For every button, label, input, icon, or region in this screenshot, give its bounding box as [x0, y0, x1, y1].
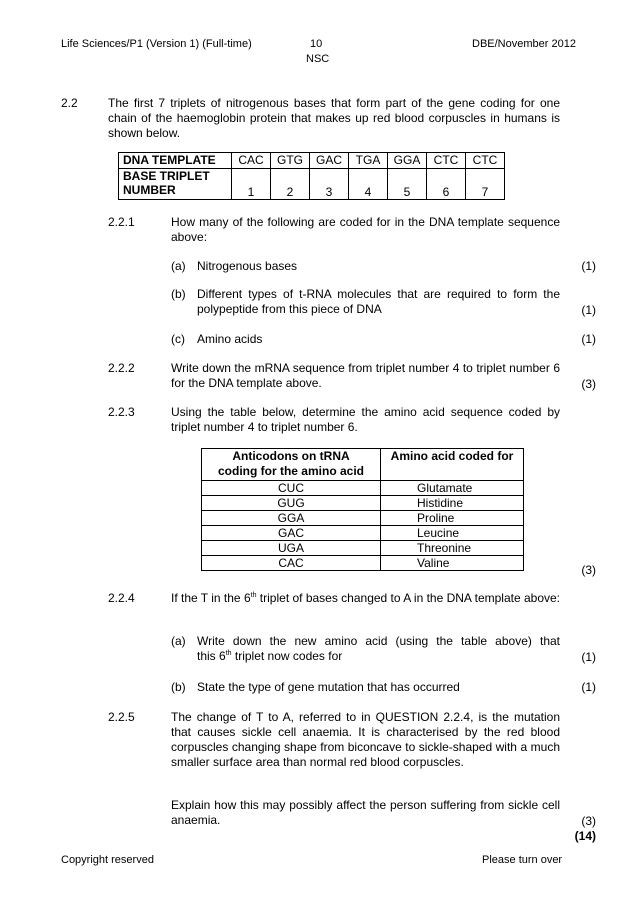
triplet-number-cell: 6	[427, 169, 466, 200]
mark-2-2-1-c: (1)	[581, 332, 596, 346]
question-2-2-5-text2: Explain how this may possibly affect the person suffering from sickle cell anaemia.	[171, 798, 560, 827]
question-2-2-5-text: The change of T to A, referred to in QUESTION 2.2.4, is the mutation that causes sickle cell anaemia. It is characterised by the red blood corpuscles changing shape from biconcave to sickle-shaped with a much smaller surface area than normal red blood corpuscles.	[171, 710, 560, 769]
triplet-number-cell: 1	[232, 169, 271, 200]
sub-c-letter: (c)	[171, 332, 185, 346]
dna-template-table	[118, 152, 505, 200]
amino-acid-cell: Valine	[381, 556, 524, 571]
mark-2-2-4-a: (1)	[581, 650, 596, 664]
question-number-2-2-3: 2.2.3	[108, 405, 135, 419]
total-mark: (14)	[574, 829, 596, 843]
triplet-cell: GGA	[388, 153, 427, 169]
triplet-number-label-line1: BASE TRIPLET	[123, 169, 210, 183]
anticodon-table-header	[202, 449, 524, 481]
table-row	[202, 511, 524, 526]
amino-acid-header: Amino acid coded for	[381, 449, 524, 481]
table-row	[202, 541, 524, 556]
dna-template-label: DNA TEMPLATE	[119, 153, 232, 169]
header-right: DBE/November 2012	[472, 38, 576, 50]
anticodon-header	[202, 449, 381, 481]
anticodon-cell: GGA	[202, 511, 381, 526]
sub-b-text: Different types of t-RNA molecules that are required to form the polypeptide from this piece of DNA	[197, 287, 560, 316]
sub-b-letter: (b)	[171, 680, 186, 694]
amino-acid-cell: Glutamate	[381, 481, 524, 496]
mark-2-2-2: (3)	[581, 377, 596, 391]
anticodon-cell: CAC	[202, 556, 381, 571]
q224-a-line2-1: this 6	[197, 649, 226, 663]
q224-a-sup: th	[225, 650, 232, 657]
question-number-2-2-2: 2.2.2	[108, 361, 135, 375]
triplet-cell: CAC	[232, 153, 271, 169]
question-2-2-intro: The first 7 triplets of nitrogenous bases that form part of the gene coding for one chain of the haemoglobin protein that makes up red blood corpuscles in humans is shown below.	[108, 96, 560, 140]
q224-a-line2-2: triplet now codes for	[231, 649, 343, 663]
mark-2-2-4-b: (1)	[581, 680, 596, 694]
sub-a-text: Nitrogenous bases	[197, 259, 298, 273]
sub-a-letter: (a)	[171, 259, 186, 273]
question-number-2-2-5: 2.2.5	[108, 710, 135, 724]
q224-b-text: State the type of gene mutation that has occurred	[197, 680, 460, 694]
triplet-number-cell: 2	[271, 169, 310, 200]
mark-2-2-5: (3)	[581, 814, 596, 828]
amino-acid-cell: Histidine	[381, 496, 524, 511]
anticodon-cell: GAC	[202, 526, 381, 541]
table-row	[202, 481, 524, 496]
q224-text-1: If the T in the 6	[171, 591, 251, 605]
triplet-cell: TGA	[349, 153, 388, 169]
footer-turn-over: Please turn over	[482, 854, 563, 866]
question-number-2-2-1: 2.2.1	[108, 215, 135, 229]
anticodon-header-line2: coding for the amino acid	[217, 464, 364, 478]
question-number-2-2-4: 2.2.4	[108, 591, 135, 605]
anticodon-header-line1: Anticodons on tRNA	[232, 449, 350, 463]
table-row	[202, 556, 524, 571]
header-left: Life Sciences/P1 (Version 1) (Full-time)	[61, 38, 252, 50]
header-nsc: NSC	[306, 53, 330, 65]
amino-acid-cell: Threonine	[381, 541, 524, 556]
triplet-cell: GAC	[310, 153, 349, 169]
question-2-2-4-text	[171, 591, 560, 606]
q224-a-line1: Write down the new amino acid (using the table above) that	[197, 634, 560, 648]
dna-template-row	[119, 153, 505, 169]
mark-2-2-1-b: (1)	[581, 303, 596, 317]
triplet-number-cell: 3	[310, 169, 349, 200]
mark-2-2-3: (3)	[581, 563, 596, 577]
anticodon-cell: GUG	[202, 496, 381, 511]
q224-a-line2	[197, 649, 342, 664]
triplet-cell: CTC	[466, 153, 505, 169]
triplet-number-label	[119, 169, 232, 200]
footer-copyright: Copyright reserved	[61, 854, 154, 866]
triplet-cell: GTG	[271, 153, 310, 169]
amino-acid-cell: Proline	[381, 511, 524, 526]
anticodon-cell: UGA	[202, 541, 381, 556]
q224-text-2: triplet of bases changed to A in the DNA template above:	[256, 591, 560, 605]
anticodon-cell: CUC	[202, 481, 381, 496]
header-page-number: 10	[310, 38, 323, 50]
mark-2-2-1-a: (1)	[581, 259, 596, 273]
sub-c-text: Amino acids	[197, 332, 263, 346]
question-number-2-2: 2.2	[61, 96, 78, 110]
amino-acid-cell: Leucine	[381, 526, 524, 541]
triplet-number-row	[119, 169, 505, 200]
anticodon-table	[201, 448, 524, 571]
q224-sup: th	[250, 592, 257, 599]
table-row	[202, 496, 524, 511]
sub-b-letter: (b)	[171, 287, 186, 301]
table-row	[202, 526, 524, 541]
question-2-2-1-text: How many of the following are coded for in the DNA template sequence above:	[171, 215, 560, 244]
sub-a-letter: (a)	[171, 634, 186, 648]
triplet-number-cell: 4	[349, 169, 388, 200]
triplet-cell: CTC	[427, 153, 466, 169]
triplet-number-label-line2: NUMBER	[123, 183, 176, 197]
question-2-2-2-text: Write down the mRNA sequence from triplet number 4 to triplet number 6 for the DNA template above.	[171, 361, 560, 390]
question-2-2-3-text: Using the table below, determine the amino acid sequence coded by triplet number 4 to triplet number 6.	[171, 405, 560, 434]
triplet-number-cell: 7	[466, 169, 505, 200]
triplet-number-cell: 5	[388, 169, 427, 200]
